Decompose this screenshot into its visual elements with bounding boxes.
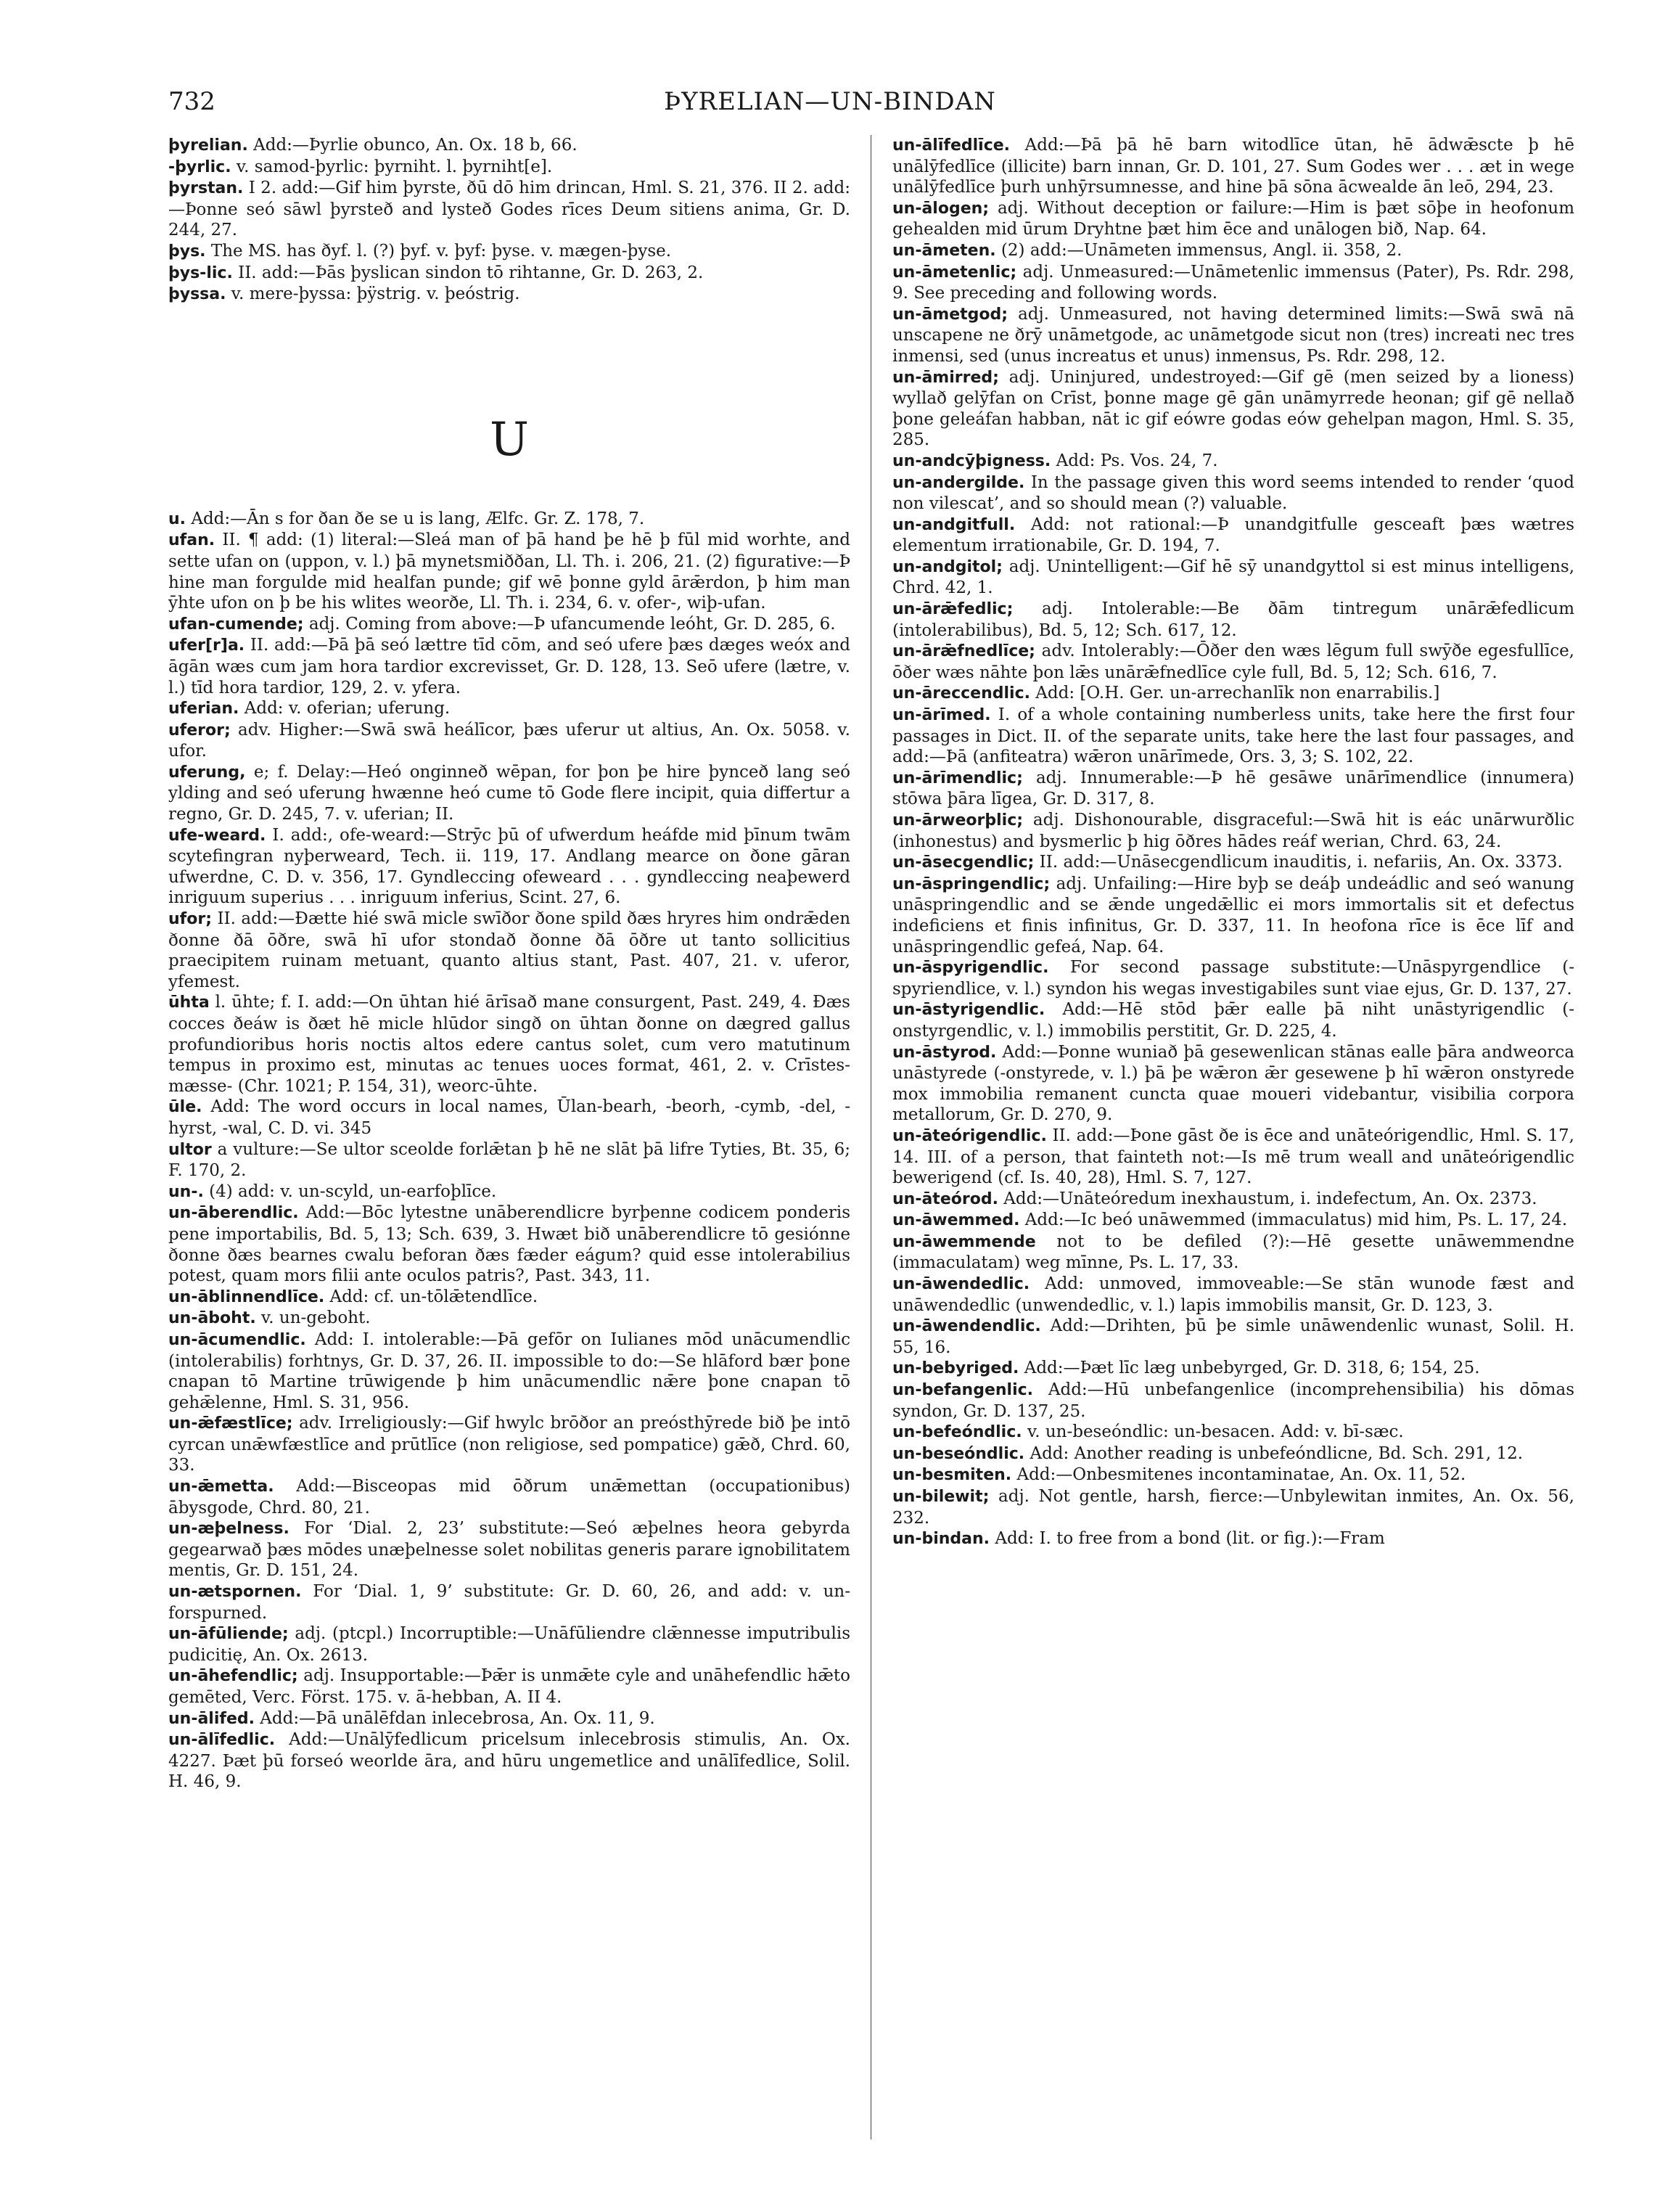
entry-text: II. add:—Ðætte hié swā micle swīðor ðone spild ðæs hryres him ondrǣden ðonne ðā ōðre, swā hī ufor stondað ðonne ðā ōðre ut tanto sollicitius praecipitem ruinam metuant, quanto altius stant, Past. 407, 21. v. uferor, yfemest. [168,909,851,991]
entry-text: Add: v. oferian; uferung. [244,699,451,718]
dictionary-entry [168,135,850,157]
entry-headword: un-befangenlic. [892,1381,1034,1400]
dictionary-entry [892,641,1574,683]
entry-headword: un-āstyrod. [892,1043,997,1062]
entry-headword: un-bebyriged. [892,1359,1019,1378]
entry-text: adj. Unfailing:—Hire byþ se deáþ undeádlic and seó wanung unāspringendlic and se ǣnde ungedǣllic ei mors immortalis sit et defectus indeficiens et finis infinitus, Gr. D. 337, 11. In heofona rīce is ēce līf and unāspringendlic gefeá, Nap. 64. [892,874,1574,957]
entry-headword: un-āreccendlic. [892,684,1030,703]
entry-headword: ufor; [168,910,212,929]
dictionary-entry [892,599,1574,641]
entry-text: II. add:—Þās þyslican sindon tō rihtanne, Gr. D. 263, 2. [238,263,704,282]
entry-text: Add:—Þā unālēfdan inlecebrosa, An. Ox. 11, 9. [260,1708,655,1728]
entry-text: Add: not rational:—Þ unandgitfulle gesceaft þæs wætres elementum irrationabile, Gr. D. 194, 7. [892,515,1575,556]
entry-headword: un-āspyrigendlic. [892,959,1049,978]
entry-headword: un-andcȳþigness. [892,451,1051,470]
entry-headword: þys. [168,242,206,261]
entry-text: For second passage substitute:—Unāspyrgendlice (-spyriendlice, v. l.) syndon his wegas investigabiles sunt viae ejus, Gr. D. 137, 27. [892,958,1575,999]
entry-headword: un-æþelness. [168,1520,289,1539]
entry-text: II. add:—Þā þā seó lættre tīd cōm, and seó ufere þæs dæges weóx and āgān wæs cum jam hora tardior excrevisset, Gr. D. 128, 13. Seō ufere (lætre, v. l.) tīd hora tardior, 129, 2. v. yfera. [168,636,851,697]
dictionary-entry [892,1380,1574,1422]
entry-text: For ‘Dial. 1, 9’ substitute: Gr. D. 60, 26, and add: v. un-forspurned. [168,1582,851,1623]
dictionary-entry [168,1518,850,1581]
dictionary-entry [892,999,1574,1041]
dictionary-entry [168,509,850,531]
entry-text: Add:—Bōc lytestne unāberendlicre byrþenne codicem ponderis pene importabilis, Bd. 5, 13; Sch. 639, 3. Hwæt bið unāberendlicre tō gesiónne ðonne ðæs bearnes cwalu beforan ðæs fæder eágum? quid esse intolerabilius potest, quam mors filii ante oculos patris?, Past. 343, 11. [168,1203,850,1286]
dictionary-entry [892,240,1574,262]
entry-headword: þyrstan. [168,179,244,198]
entry-headword: un-ārǣfedlic; [892,600,1014,619]
entry-headword: un-āblinnendlīce. [168,1287,325,1306]
dictionary-entry [892,262,1574,304]
dictionary-entry [168,1729,850,1793]
dictionary-entry [168,178,850,241]
entry-headword: un-āmirred; [892,368,999,387]
entry-text: adj. Unmeasured, not having determined limits:—Swā swā nā unscapene ne ðrȳ unāmetgode, ac unāmetgode sicut non (tres) increati nec tres inmensi, sed (unus increatus et unus) inmensus, Ps. Rdr. 298, 12. [892,304,1574,366]
dictionary-entry [892,1422,1574,1443]
dictionary-entry [168,1623,850,1666]
entry-headword: un-āsecgendlic; [892,853,1035,872]
dictionary-entry [168,1330,850,1413]
entry-text: v. un-beseóndlic: un-besacen. Add: v. bī-sæc. [1027,1422,1404,1442]
entry-headword: un-ālifed. [168,1709,255,1728]
entry-headword: un-āberendlic. [168,1204,299,1223]
left-column [168,135,850,1793]
entry-headword: un-āfūliende; [168,1625,289,1644]
entry-headword: un-āmetenlic; [892,263,1017,282]
entry-text: Add: The word occurs in local names, Ūlan-bearh, -beorh, -cymb, -del, -hyrst, -wal, C. D. vi. 345 [168,1097,851,1138]
dictionary-entry [892,1042,1574,1126]
entry-text: (2) add:—Unāmeten immensus, Angl. ii. 358, 2. [1000,240,1402,260]
dictionary-entry [892,304,1574,367]
dictionary-entry [168,263,850,284]
dictionary-entry [892,705,1574,768]
dictionary-entry [168,284,850,306]
entry-headword: un-ætspornen. [168,1583,302,1602]
entry-headword: un-āwemmed. [892,1211,1020,1230]
entry-headword: ufe-weard. [168,826,266,845]
dictionary-entry [892,852,1574,874]
entry-text: Add:—Drihten, þū þe simle unāwendenlic wunast, Solil. H. 55, 16. [892,1316,1574,1357]
entry-headword: un-āteórod. [892,1189,998,1208]
dictionary-entry [892,472,1574,515]
entry-text: For ‘Dial. 2, 23’ substitute:—Seó æþelnes heora gebyrda gegearwað þæs mōdes unæþelnesse solet nobilitas generis parare ignobilitatem mentis, Gr. D. 151, 24. [168,1519,850,1581]
dictionary-entry [168,241,850,263]
entry-headword: u. [168,509,186,528]
dictionary-entry [892,515,1574,557]
entry-headword: un-ālīfedlic. [168,1731,276,1750]
entry-headword: ūhta [168,994,210,1012]
page-number: 732 [168,87,215,116]
dictionary-entry [892,1274,1574,1316]
dictionary-entry [168,530,850,613]
entry-headword: un-andgitfull. [892,515,1016,534]
entry-text: Add: cf. un-tōlǣtendlīce. [329,1287,538,1306]
entry-headword: un-ǣfæstlīce; [168,1414,293,1433]
dictionary-entry [168,1181,850,1203]
dictionary-entry [892,1189,1574,1211]
entry-headword: un-āwemmende [892,1232,1036,1251]
dictionary-entry [168,698,850,720]
dictionary-entry [892,768,1574,810]
dictionary-entry [892,1210,1574,1232]
entry-headword: un-andgitol; [892,557,1003,576]
dictionary-entry [168,1581,850,1623]
entry-text: II. ¶ add: (1) literal:—Sleá man of þā hand þe hē þ fūl mid worhte, and sette ufan on (uppon, v. l.) þā mynetsmiððan, Ll. Th. i. 206, 21. (2) figurative:—Þ hine man forgulde mid healfan punde; gif wē þonne gyld ārǣrdon, þ him man ȳhte ufon on þ be his wlites weorðe, Ll. Th. i. 234, 6. v. ofer-, wiþ-ufan. [168,531,850,613]
entry-text: adj. Unintelligent:—Gif hē sȳ unandgyttol si est minus intelligens, Chrd. 42, 1. [892,557,1574,598]
entry-headword: un-ārweorþlic; [892,811,1024,830]
entry-text: adv. Higher:—Swā swā heálīcor, þæs uferur ut altius, An. Ox. 5058. v. ufor. [168,720,850,761]
entry-headword: un-befeóndlic. [892,1423,1022,1442]
entry-headword: þyrelian. [168,136,248,155]
entry-headword: un-ācumendlic. [168,1330,306,1349]
entry-text: Add: Ps. Vos. 24, 7. [1056,451,1218,470]
dictionary-entry [168,1666,850,1708]
dictionary-entry [168,1308,850,1330]
entry-text: adj. Intolerable:—Be ðām tintregum unārǣfedlicum (intolerabilibus), Bd. 5, 12; Sch. 617, 12. [892,599,1575,640]
entry-text: Add:—Þyrlie obunco, An. Ox. 18 b, 66. [253,136,578,155]
entry-text: Add:—Hū unbefangenlice (incomprehensibilia) his dōmas syndon, Gr. D. 137, 25. [892,1380,1574,1421]
entry-headword: ūle. [168,1098,202,1117]
dictionary-entry [892,1443,1574,1465]
entry-headword: un-ārīmendlic; [892,769,1023,787]
entry-text: Add: unmoved, immoveable:—Se stān wunode fæst and unāwendedlic (unwendedlic, v. l.) lapis immobilis mansit, Gr. D. 123, 3. [892,1274,1574,1315]
dictionary-entry [892,1486,1574,1528]
entry-text: I 2. add:—Gif him þyrste, ðū dō him drincan, Hml. S. 21, 376. II 2. add:—Þonne seó sāwl þyrsteð and lysteð Godes rīces Deum sitiens anima, Gr. D. 244, 27. [168,179,850,240]
dictionary-entry [892,1316,1574,1358]
dictionary-entry [168,157,850,179]
entry-text: Add:—Hē stōd þǣr ealle þā niht unāstyrigendlic (-onstyrgendlic, v. l.) immobilis perstitit, Gr. D. 225, 4. [892,1000,1574,1041]
entry-text: II. add:—Þone gāst ðe is ēce and unāteórigendlic, Hml. S. 17, 14. III. of a person, that fainteth not:—Is mē trum weall and unāteórigendlic bewerigend (cf. Is. 40, 28), Hml. S. 7, 127. [892,1126,1574,1188]
dictionary-entry [892,135,1574,198]
dictionary-entry [168,1287,850,1308]
entry-text: a vulture:—Se ultor sceolde forlǣtan þ hē ne slāt þā lifre Tyties, Bt. 35, 6; F. 170, 2. [168,1139,851,1181]
entry-headword: un-ālīfedlīce. [892,136,1011,155]
section-letter-heading: U [490,412,529,467]
entry-text: v. un-geboht. [261,1308,371,1328]
entry-headword: un-āstyrigendlic. [892,1001,1045,1020]
entry-headword: þyssa. [168,285,226,304]
dictionary-entry [892,810,1574,852]
dictionary-entry [168,1097,850,1139]
entry-text: v. mere-þyssa: þÿstrig. v. þeóstrig. [231,284,520,304]
running-head: ÞYRELIAN—UN-BINDAN [664,87,996,116]
entry-headword: uferung, [168,763,246,782]
right-column [892,135,1574,1550]
dictionary-entry [168,825,850,909]
entry-headword: un-āhefendlic; [168,1667,298,1686]
entry-text: adj. Not gentle, harsh, fierce:—Unbylewitan inmites, An. Ox. 56, 232. [892,1487,1574,1528]
entry-headword: ultor [168,1140,212,1159]
dictionary-entry [892,957,1574,999]
entry-text: Add:—Þæt līc læg unbebyrged, Gr. D. 318, 6; 154, 25. [1024,1359,1480,1378]
dictionary-entry [892,683,1574,705]
dictionary-entry [168,1413,850,1476]
entry-text: Add: I. intolerable:—Þā gefōr on Iulianes mōd unācumendlic (intolerabilis) forhtnys, Gr. D. 37, 26. II. impossible to do:—Se hlāford bær þone cnapan tō Martine trūwigende þ him unācumendlic nǣre þone cnapan tō gehǣlenne, Hml. S. 31, 956. [168,1330,851,1412]
dictionary-entry [892,198,1574,240]
entry-text: adj. Dishonourable, disgraceful:—Swā hit is eác unārwurðlic (inhonestus) and bysmerlic þ hig ōðres hādes reáf werian, Chrd. 63, 24. [892,811,1574,851]
entry-headword: un-. [168,1182,204,1201]
dictionary-entry [168,720,850,762]
dictionary-entry [168,614,850,636]
entry-text: (4) add: v. un-scyld, un-earfoþlīce. [209,1181,497,1201]
dictionary-entry [168,762,850,825]
dictionary-entry [892,1528,1574,1550]
entry-headword: un-ārīmed. [892,706,991,725]
entry-text: Add:—Unālȳfedlicum pricelsum inlecebrosis stimulis, An. Ox. 4227. Þæt þū forseó weorlde āra, and hūru ungemetlice and unālīfedlice, Solil. H. 46, 9. [168,1730,850,1792]
dictionary-entry [892,874,1574,957]
entry-text: Add:—Þā þā hē barn witodlīce ūtan, hē ādwǣscte þ hē unālȳfedlīce (illicite) barn innan, Gr. D. 101, 27. Sum Godes wer . . . æt in wege unālȳfedlīce þurh unhȳrsumnesse, and hine þā sōna ācwealde ān leō, 294, 23. [892,136,1574,197]
entry-text: e; f. Delay:—Heó onginneð wēpan, for þon þe hire þynceð lang seó ylding and seó uferung hwænne heó cume tō Gode flere incipit, quia differtur a regno, Gr. D. 245, 7. v. uferian; II. [168,762,851,824]
entry-text: Add:—Ān s for ðan ðe se u is lang, Ælfc. Gr. Z. 178, 7. [191,509,645,528]
entry-text: I. add:, ofe-weard:—Strȳc þū of ufwerdum heáfde mid þīnum twām scytefingran nyþerweard, Tech. ii. 119, 17. Andlang mearce on ðone gāran ufwerdne, C. D. v. 356, 17. Gyndleccing ofeweard . . . gyndleccing neaþewerd inriguum superius . . . inriguum inferius, Scint. 27, 6. [168,825,851,908]
entry-headword: un-bindan. [892,1530,990,1549]
dictionary-entry [168,1708,850,1730]
entry-text: II. add:—Unāsecgendlicum inauditis, i. nefariis, An. Ox. 3373. [1039,853,1563,872]
entry-text: adv. Irreligiously:—Gif hwylc brōðor an preósthȳrede bið þe intō cyrcan unǣwfæstlīce and prūtlīce (non religiose, sed pompatice) gǣð, Chrd. 60, 33. [168,1414,851,1475]
entry-text: adj. (ptcpl.) Incorruptible:—Unāfūliendre clǣnnesse imputribulis pudicitię, An. Ox. 2613. [168,1624,851,1665]
entry-text: l. ūhte; f. I. add:—On ūhtan hié ārīsað mane consurgent, Past. 249, 4. Ðæs cocces ðeáw is ðæt hē micle hlūdor singð on ūhtan ðonne on dægred gallus profundioribus horis noctis altos edere cantus solet, cum vero matutinum tempus in proximo est, minutas ac tenues uoces format, 461, 2. v. Crīstes-mæsse- (Chr. 1021; P. 154, 31), weorc-ūhte. [168,993,850,1096]
entry-text: The MS. has ðyf. l. (?) þyf. v. þyf: þyse. v. mægen-þyse. [210,241,672,261]
entry-headword: un-ālogen; [892,199,990,218]
entry-text: Add:—Onbesmitenes incontaminatae, An. Ox. 11, 52. [1016,1465,1466,1485]
entry-text: not to be defiled (?):—Hē gesette unāwemmendne (immaculatam) weg mīnne, Ps. L. 17, 33. [892,1232,1575,1273]
dictionary-entry [892,367,1574,451]
entry-text: adj. Insupportable:—Þǣr is unmǣte cyle and unāhefendlic hǣto gemēted, Verc. Först. 175. v. ā-hebban, A. II 4. [168,1666,850,1707]
entry-text: adj. Innumerable:—Þ hē gesāwe unārīmendlice (innumera) stōwa þāra līgea, Gr. D. 317, 8. [892,768,1574,809]
entry-headword: un-besmiten. [892,1466,1012,1485]
dictionary-entry [168,1139,850,1181]
entry-text: Add:—Þonne wuniað þā gesewenlican stānas ealle þāra andweorca unāstyrede (-onstyrede, v. l.) þā þe wǣron ǣr gesewene þ hī wǣron onstyrede mox immobilia remanent cuncta quae moueri videbantur, visibilia corpora metallorum, Gr. D. 270, 9. [892,1042,1574,1125]
entry-headword: un-āwendendlic. [892,1317,1041,1336]
entry-headword: un-āteórigendlic. [892,1126,1047,1145]
dictionary-entry [168,1476,850,1518]
dictionary-entry [168,1203,850,1286]
entry-text: Add: Another reading is unbefeóndlicne, Bd. Sch. 291, 12. [1030,1443,1524,1463]
entry-text: adj. Uninjured, undestroyed:—Gif gē (men seized by a lioness) wyllað gelȳfan on Crīst, þonne mage gē gān unāmyrrede heonan; gif gē nellað þone geleáfan habban, nāt ic gif eówre godas eów gehelpan magon, Hml. S. 35, 285. [892,367,1574,450]
entry-headword: un-āspringendlic; [892,874,1051,893]
entry-text: Add:—Ic beó unāwemmed (immaculatus) mid him, Ps. L. 17, 24. [1024,1211,1568,1230]
dictionary-entry [168,635,850,698]
dictionary-entry [892,1126,1574,1189]
entry-headword: ufer[r]a. [168,636,245,655]
entry-text: Add: I. to free from a bond (lit. or fig.):—Fram [995,1529,1385,1549]
dictionary-entry [168,909,850,992]
dictionary-entry [892,1465,1574,1486]
entry-headword: þys-lic. [168,263,233,282]
entry-headword: uferian. [168,700,239,718]
entry-headword: un-andergilde. [892,473,1025,492]
entry-headword: un-āmeten. [892,241,996,260]
entry-headword: un-āwendedlic. [892,1275,1030,1294]
dictionary-entry [892,1232,1574,1274]
entry-text: Add:—Unāteóredum inexhaustum, i. indefectum, An. Ox. 2373. [1003,1189,1537,1208]
entry-text: adj. Without deception or failure:—Him is þæt sōþe in heofonum gehealden mid ūrum Dryhtne þæt him ēce and unālogen bið, Nap. 64. [892,198,1575,239]
entry-headword: uferor; [168,721,231,740]
entry-text: adj. Coming from above:—Þ ufancumende leóht, Gr. D. 285, 6. [308,614,836,634]
entry-text: adj. Unmeasured:—Unāmetenlic immensus (Pater), Ps. Rdr. 298, 9. See preceding and following words. [892,262,1574,303]
dictionary-entry [892,557,1574,599]
entry-headword: un-bilewit; [892,1488,990,1506]
entry-text: Add:—Bisceopas mid ōðrum unǣmettan (occupationibus) ābysgode, Chrd. 80, 21. [168,1477,851,1517]
entry-headword: un-āboht. [168,1309,256,1328]
entry-headword: ufan. [168,531,215,550]
entry-headword: un-beseóndlic. [892,1444,1025,1463]
entry-text: adv. Intolerably:—Ōðer den wæs lēgum full swȳðe egesfullīce, ōðer wæs nāhte þon lǣs unārǣfnedlīce cyle full, Bd. 5, 12; Sch. 616, 7. [892,642,1574,682]
entry-text: v. samod-þyrlic: þyrniht. l. þyrniht[e]. [236,157,553,176]
entry-headword: un-ārǣfnedlīce; [892,642,1035,661]
dictionary-entry [892,451,1574,472]
entry-text: I. of a whole containing numberless units, take here the first four passages in Dict. II. of the separate units, take here the last four passages, and add:—Þā (anfiteatra) wǣron unārīmede, Ors. 3, 3; S. 102, 22. [892,705,1574,767]
entry-headword: -þyrlic. [168,157,231,176]
entry-headword: un-ǣmetta. [168,1478,274,1496]
entry-text: Add: [O.H. Ger. un-arrechanlīk non enarrabilis.] [1035,684,1440,703]
entry-headword: un-āmetgod; [892,305,1008,324]
entry-headword: ufan-cumende; [168,615,304,634]
dictionary-entry [168,992,850,1097]
entry-text: In the passage given this word seems intended to render ‘quod non vilescat’, and so should mean (?) valuable. [892,472,1574,514]
dictionary-entry [892,1358,1574,1380]
